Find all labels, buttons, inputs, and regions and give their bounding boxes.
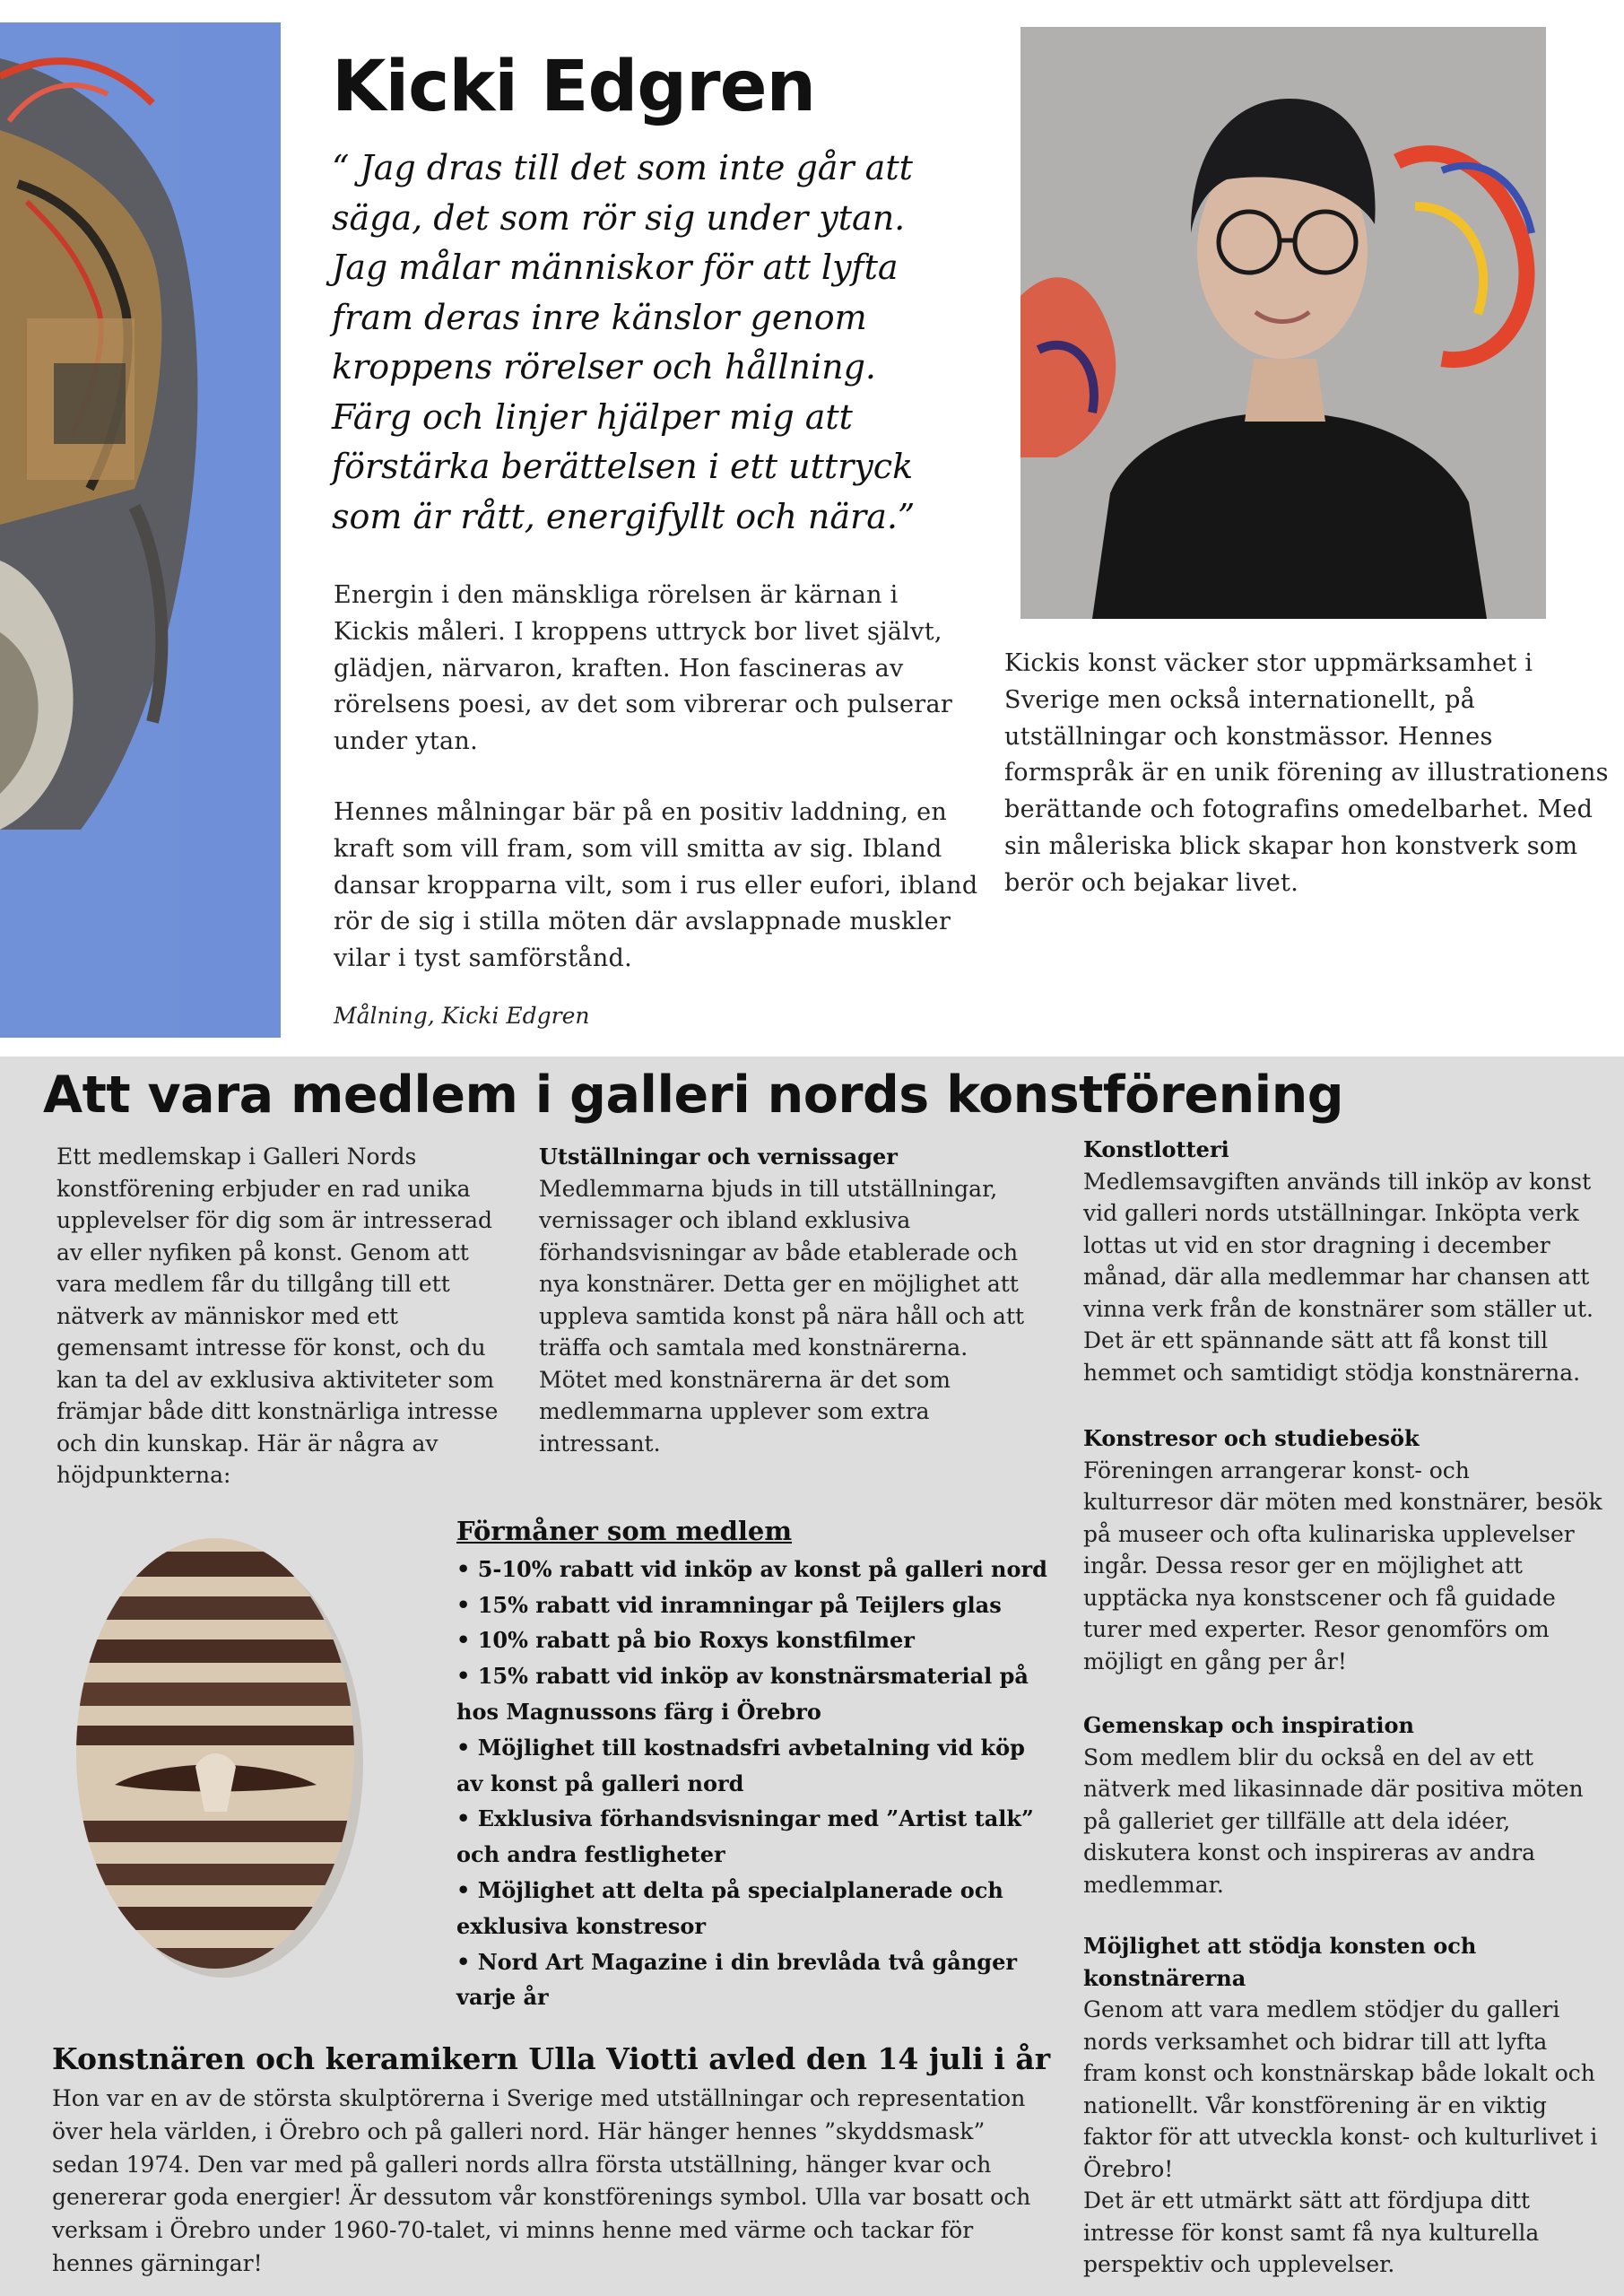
benefit-item: • 5-10% rabatt vid inköp av konst på galleri nord (456, 1555, 1047, 1582)
painting-caption: Målning, Kicki Edgren (334, 1003, 590, 1029)
artist-paragraph-1: Energin i den mänskliga rörelsen är kärnan i Kickis måleri. I kroppens uttryck bor livet självt, glädjen, närvaron, kraften. Hon fascineras av rörelsens poesi, av det som vibrerar och pulserar under ytan. (334, 581, 953, 756)
exhibitions-heading: Utställningar och vernissager (539, 1144, 898, 1170)
support-block (1083, 1930, 1603, 2281)
artist-paragraph-2: Hennes målningar bär på en positiv laddning, en kraft som vill fram, som vill smitta av sig. Ibland dansar kropparna vilt, som i rus eller eufori, ibland rör de sig i stilla möten där avslappnade muskler vilar i tyst samförstånd. (334, 798, 978, 973)
benefit-item: • 10% rabatt på bio Roxys konstfilmer (456, 1627, 915, 1654)
community-heading: Gemenskap och inspiration (1083, 1712, 1414, 1738)
obituary-heading: Konstnären och keramikern Ulla Viotti avled den 14 juli i år (52, 2041, 1051, 2076)
artist-name: Kicki Edgren (332, 47, 816, 127)
lottery-heading: Konstlotteri (1083, 1136, 1229, 1162)
membership-intro-text: Ett medlemskap i Galleri Nords konstförening erbjuder en rad unika upplevelser för dig som är intresserad av eller nyfiken på konst. Genom att vara medlem får du tillgång till ett nätverk av människor med ett gemensamt intresse för konst, och du kan ta del av exklusiva aktiviteter som främjar både ditt konstnärliga intresse och din kunskap. Här är några av höjdpunkterna: (56, 1144, 499, 1488)
benefit-item: • 15% rabatt vid inramningar på Teijlers glas (456, 1591, 1002, 1618)
benefits-block (456, 1514, 1048, 2015)
support-text: Genom att vara medlem stödjer du galleri nords verksamhet och bidrar till att lyfta fram konst och konstnärskap både lokalt och nationellt. Vår konstförening är en viktig faktor för att utveckla konst- och kulturlivet i Örebro! (1083, 1996, 1598, 2182)
benefit-item: • 15% rabatt vid inköp av konstnärsmaterial på hos Magnussons färg i Örebro (456, 1663, 1029, 1725)
benefit-item: • Exklusiva förhandsvisningar med ”Artist talk” och andra festligheter (456, 1805, 1034, 1868)
membership-heading: Att vara medlem i galleri nords konstförening (43, 1065, 1344, 1125)
painting-image (0, 22, 281, 1038)
trips-heading: Konstresor och studiebesök (1083, 1425, 1420, 1451)
benefit-item: • Möjlighet till kostnadsfri avbetalning vid köp av konst på galleri nord (456, 1734, 1025, 1796)
benefits-list (456, 1552, 1048, 2015)
community-block (1083, 1709, 1603, 1900)
trips-block (1083, 1422, 1603, 1677)
membership-intro (56, 1141, 523, 1492)
exhibitions-text: Medlemmarna bjuds in till utställningar, vernissager och ibland exklusiva förhandsvisningar av både etablerade och nya konstnärer. Detta ger en möjlighet att uppleva samtida konst på nära håll och att träffa och samtala med konstnärerna. Mötet med konstnärerna är det som medlemmarna upplever som extra intressant. (539, 1175, 1025, 1457)
obituary-text: Hon var en av de största skulptörerna i Sverige med utställningar och representation över hela världen, i Örebro och på galleri nord. Här hänger hennes ”skyddsmask” sedan 1974. Den var med på galleri nords allra första utställning, hänger kvar och genererar goda energier! Är dessutom vår konstförenings symbol. Ulla var bosatt och verksam i Örebro under 1960-70-talet, vi minns henne med värme och tackar för hennes gärningar! (52, 2085, 1031, 2276)
support-heading: Möjlighet att stödja konsten och konstnärerna (1083, 1933, 1477, 1991)
community-text: Som medlem blir du också en del av ett nätverk med likasinnade där positiva möten på galleriet ger tillfälle att dela idéer, diskutera konst och inspireras av andra medlemmar. (1083, 1744, 1584, 1898)
artist-paragraph-3: Kickis konst väcker stor uppmärksamhet i Sverige men också internationellt, på utställningar och konstmässor. Hennes formspråk är en unik förening av illustrationens berättande och fotografins omedelbarhet. Med sin måleriska blick skapar hon konstverk som berör och bejakar livet. (1004, 649, 1609, 897)
exhibitions-block (539, 1141, 1041, 1459)
trips-text: Föreningen arrangerar konst- och kulturresor där möten med konstnärer, besök på museer och ofta kulinariska upplevelser ingår. Dessa resor ger en möjlighet att upptäcka nya konstscener och få guidade turer med experter. Resor genomförs om möjligt en gång per år! (1083, 1457, 1602, 1674)
support-text-2: Det är ett utmärkt sätt att fördjupa ditt intresse för konst samt få nya kulturella perspektiv och upplevelser. (1083, 2187, 1540, 2277)
artist-quote: “ Jag dras till det som inte går att säga, det som rör sig under ytan. Jag målar människor för att lyfta fram deras inre känslor genom kroppens rörelser och hållning. Färg och linjer hjälper mig att förstärka berättelsen i ett uttryck som är rått, energifyllt och nära.” (332, 148, 916, 536)
artist-portrait-photo (1020, 27, 1546, 619)
benefit-item: • Möjlighet att delta på specialplanerade och exklusiva konstresor (456, 1876, 1003, 1939)
benefits-heading: Förmåner som medlem (456, 1516, 793, 1546)
benefit-item: • Nord Art Magazine i din brevlåda två gånger varje år (456, 1948, 1017, 2011)
lottery-text: Medlemsavgiften används till inköp av konst vid galleri nords utställningar. Inköpta verk lottas ut vid en stor dragning i december månad, där alla medlemmar har chansen att vinna verk från de konstnärer som ställer ut. Det är ett spännande sätt att få konst till hemmet och samtidigt stödja konstnärerna. (1083, 1168, 1594, 1386)
lottery-block (1083, 1134, 1603, 1388)
protective-mask-sculpture-image (61, 1525, 370, 1982)
